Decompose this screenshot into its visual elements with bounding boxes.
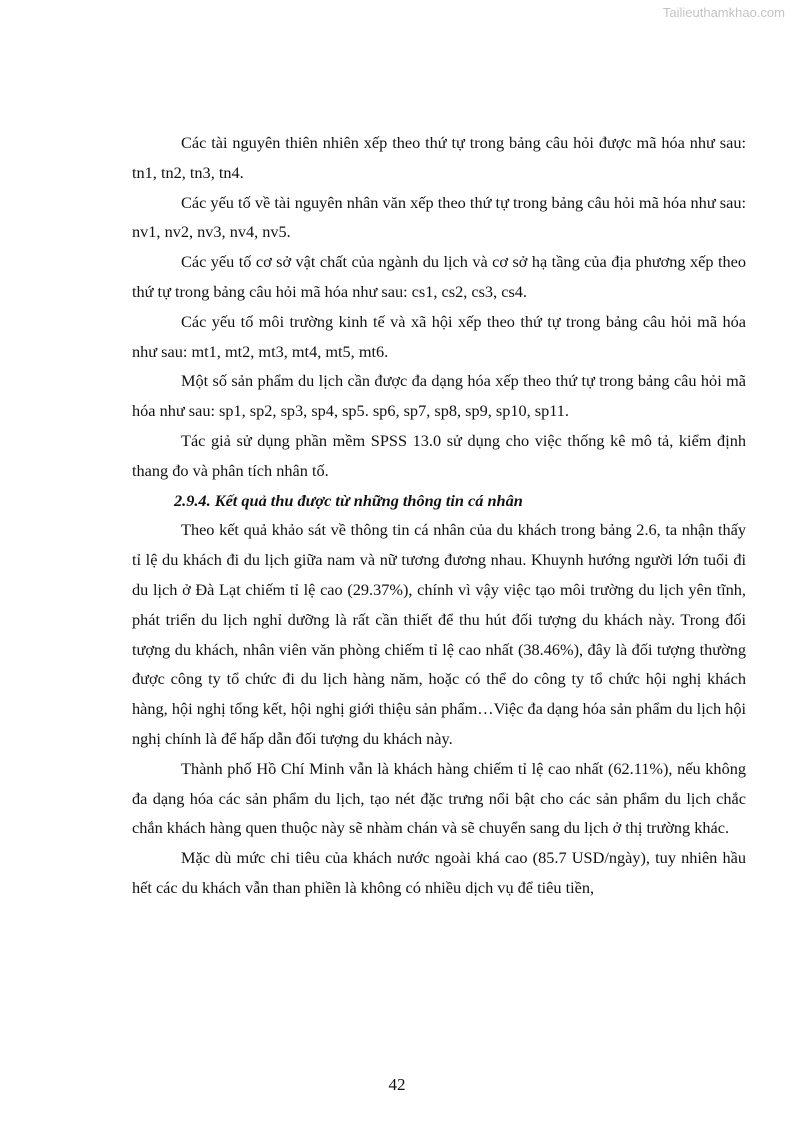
paragraph-hcmc: Thành phố Hồ Chí Minh vẫn là khách hàng chiếm tỉ lệ cao nhất (62.11%), nếu không đa dạng hóa các sản phẩm du lịch, tạo nét đặc trưng nổi bật cho các sản phẩm du lịch chắc chắn khách hàng quen thuộc này sẽ nhàm chán và sẽ chuyển sang du lịch ở thị trường khác. (132, 758, 746, 838)
paragraph-infrastructure: Các yếu tố cơ sở vật chất của ngành du lịch và cơ sở hạ tầng của địa phương xếp theo thứ tự trong bảng câu hỏi mã hóa như sau: cs1, cs2, cs3, cs4. (132, 252, 746, 301)
document-body (132, 128, 746, 903)
paragraph-natural-resources: Các tài nguyên thiên nhiên xếp theo thứ tự trong bảng câu hỏi được mã hóa như sau: tn1, tn2, tn3, tn4. (132, 133, 746, 182)
paragraph-spss: Tác giả sử dụng phần mềm SPSS 13.0 sử dụng cho việc thống kê mô tả, kiểm định thang đo và phân tích nhân tố. (132, 430, 746, 480)
section-heading: 2.9.4. Kết quả thu được từ những thông tin cá nhân (174, 490, 523, 510)
paragraph-spending: Mặc dù mức chi tiêu của khách nước ngoài khá cao (85.7 USD/ngày), tuy nhiên hầu hết các du khách vẫn than phiền là không có nhiều dịch vụ để tiêu tiền, (132, 848, 746, 897)
watermark: Tailieuthamkhao.com (662, 5, 785, 20)
page-number: 42 (388, 1075, 406, 1094)
paragraph-cultural-resources: Các yếu tố về tài nguyên nhân văn xếp theo thứ tự trong bảng câu hỏi mã hóa như sau: nv1, nv2, nv3, nv4, nv5. (132, 192, 746, 242)
paragraph-survey-results: Theo kết quả khảo sát về thông tin cá nhân của du khách trong bảng 2.6, ta nhận thấy tỉ lệ du khách đi du lịch giữa nam và nữ tương đương nhau. Khuynh hướng người lớn tuổi đi du lịch ở Đà Lạt chiếm tỉ lệ cao (29.37%), chính vì vậy việc tạo môi trường du lịch yên tĩnh, phát triển du lịch nghỉ dưỡng là rất cần thiết để thu hút đối tượng du khách này. Trong đối tượng du khách, nhân viên văn phòng chiếm tỉ lệ cao nhất (38.46%), đây là đối tượng thường được công ty tổ chức đi du lịch hàng năm, hoặc có thể do công ty tổ chức hội nghị khách hàng, hội nghị tổng kết, hội nghị giới thiệu sản phẩm…Việc đa dạng hóa sản phẩm du lịch hội nghị chính là để hấp dẫn đối tượng du khách này. (132, 520, 746, 748)
paragraph-products: Một số sản phẩm du lịch cần được đa dạng hóa xếp theo thứ tự trong bảng câu hỏi mã hóa như sau: sp1, sp2, sp3, sp4, sp5. sp6, sp7, sp8, sp9, sp10, sp11. (132, 371, 746, 421)
paragraph-environment: Các yếu tố môi trường kinh tế và xã hội xếp theo thứ tự trong bảng câu hỏi mã hóa như sau: mt1, mt2, mt3, mt4, mt5, mt6. (132, 311, 746, 361)
